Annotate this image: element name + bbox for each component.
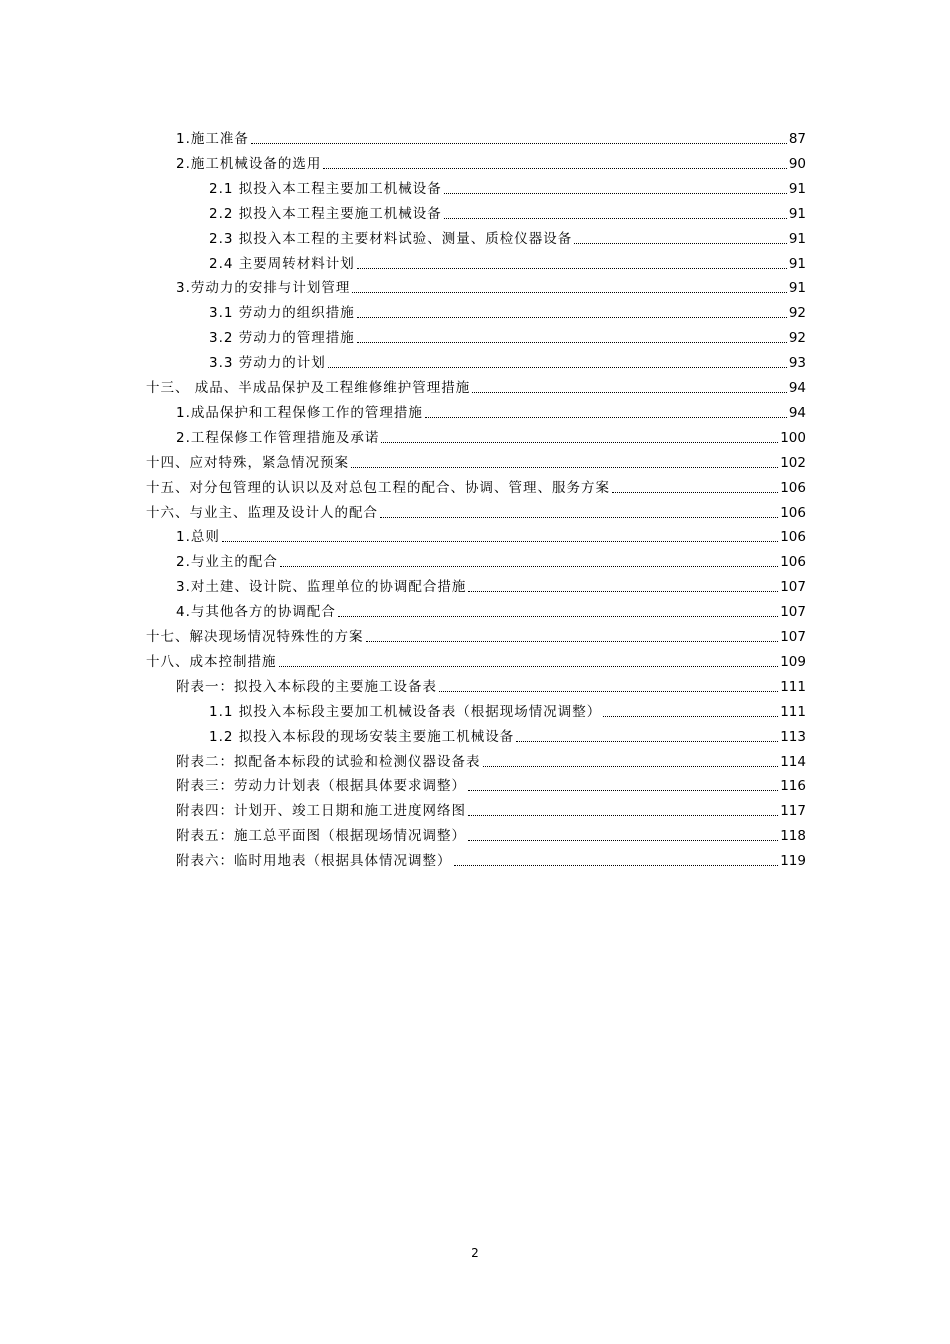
toc-entry-page: 90 <box>788 155 806 172</box>
toc-entry-title: 2.4 主要周转材料计划 <box>209 255 355 272</box>
toc-entry[interactable] <box>146 498 806 522</box>
toc-entry-page: 87 <box>788 131 806 147</box>
toc-entry-page: 116 <box>780 778 806 795</box>
toc-entry-page: 93 <box>788 355 806 372</box>
toc-dot-leader <box>380 517 778 518</box>
toc-entry-title: 3.2 劳动力的管理措施 <box>209 330 355 347</box>
toc-entry-title: 1.1 拟投入本标段主要加工机械设备表（根据现场情况调整） <box>209 703 602 720</box>
toc-dot-leader <box>251 143 787 144</box>
toc-entry-page: 119 <box>780 853 806 870</box>
toc-entry[interactable] <box>176 672 806 696</box>
toc-dot-leader <box>483 766 779 767</box>
toc-entry[interactable] <box>209 249 806 273</box>
toc-entry-title: 2.3 拟投入本工程的主要材料试验、测量、质检仪器设备 <box>209 230 573 247</box>
toc-entry-page: 106 <box>780 479 806 496</box>
toc-entry[interactable] <box>176 547 806 571</box>
toc-entry[interactable] <box>176 771 806 795</box>
toc-entry-page: 111 <box>780 678 806 695</box>
toc-dot-leader <box>222 541 778 542</box>
toc-entry-page: 106 <box>780 529 806 546</box>
toc-entry-page: 91 <box>788 280 806 297</box>
toc-entry-title: 1.2 拟投入本标段的现场安装主要施工机械设备 <box>209 728 515 745</box>
toc-entry-title: 附表二：拟配备本标段的试验和检测仪器设备表 <box>176 753 481 770</box>
toc-entry[interactable] <box>209 348 806 372</box>
toc-entry-title: 附表五：施工总平面图（根据现场情况调整） <box>176 828 466 845</box>
toc-dot-leader <box>280 566 778 567</box>
toc-dot-leader <box>574 243 787 244</box>
toc-entry-title: 2.与业主的配合 <box>176 554 278 571</box>
toc-entry-page: 106 <box>780 504 806 521</box>
toc-dot-leader <box>468 591 778 592</box>
toc-entry[interactable] <box>176 747 806 771</box>
toc-entry-page: 114 <box>780 753 806 770</box>
toc-entry[interactable] <box>176 846 806 870</box>
toc-dot-leader <box>352 292 786 293</box>
toc-entry-title: 十七、解决现场情况特殊性的方案 <box>146 629 364 645</box>
toc-entry-page: 91 <box>788 180 806 197</box>
toc-entry[interactable] <box>209 298 806 322</box>
toc-entry[interactable] <box>209 722 806 746</box>
toc-entry-title: 1.总则 <box>176 529 220 546</box>
toc-entry-page: 106 <box>780 554 806 571</box>
toc-entry-page: 91 <box>788 255 806 272</box>
toc-dot-leader <box>468 840 778 841</box>
toc-entry-page: 111 <box>780 703 806 720</box>
toc-entry-title: 十三、 成品、半成品保护及工程维修维护管理措施 <box>146 380 471 396</box>
toc-entry[interactable] <box>209 697 806 721</box>
toc-dot-leader <box>357 317 787 318</box>
toc-entry-title: 2.2 拟投入本工程主要施工机械设备 <box>209 205 442 222</box>
toc-entry-page: 113 <box>780 728 806 745</box>
toc-entry-page: 118 <box>780 828 806 845</box>
toc-entry[interactable] <box>209 224 806 248</box>
toc-entry-title: 附表四：计划开、竣工日期和施工进度网络图 <box>176 803 466 820</box>
toc-entry-title: 十五、对分包管理的认识以及对总包工程的配合、协调、管理、服务方案 <box>146 479 610 496</box>
toc-entry-title: 十六、与业主、监理及设计人的配合 <box>146 504 378 521</box>
toc-dot-leader <box>323 168 786 169</box>
toc-entry-title: 2.工程保修工作管理措施及承诺 <box>176 429 380 446</box>
toc-entry-title: 3.对土建、设计院、监理单位的协调配合措施 <box>176 579 467 596</box>
toc-entry-page: 94 <box>788 380 806 396</box>
toc-dot-leader <box>468 815 778 816</box>
toc-entry[interactable] <box>209 174 806 198</box>
toc-entry-title: 3.3 劳动力的计划 <box>209 355 326 372</box>
toc-entry-title: 1.成品保护和工程保修工作的管理措施 <box>176 404 423 421</box>
toc-entry-title: 附表一：拟投入本标段的主要施工设备表 <box>176 678 437 695</box>
toc-entry[interactable] <box>146 373 806 397</box>
toc-entry-page: 91 <box>788 205 806 222</box>
toc-entry[interactable] <box>176 796 806 820</box>
toc-entry[interactable] <box>176 522 806 546</box>
toc-entry[interactable] <box>176 124 806 148</box>
toc-dot-leader <box>472 392 787 393</box>
toc-entry-title: 3.劳动力的安排与计划管理 <box>176 280 351 297</box>
toc-dot-leader <box>454 865 779 866</box>
toc-entry[interactable] <box>176 398 806 422</box>
toc-entry[interactable] <box>176 149 806 173</box>
toc-entry-title: 2.1 拟投入本工程主要加工机械设备 <box>209 180 442 197</box>
toc-entry-page: 102 <box>780 454 806 471</box>
toc-entry-title: 附表三：劳动力计划表（根据具体要求调整） <box>176 778 466 795</box>
toc-dot-leader <box>351 467 778 468</box>
toc-entry-title: 附表六：临时用地表（根据具体情况调整） <box>176 853 452 870</box>
toc-entry[interactable] <box>209 199 806 223</box>
toc-entry[interactable] <box>209 323 806 347</box>
toc-dot-leader <box>516 741 778 742</box>
toc-dot-leader <box>603 716 778 717</box>
toc-dot-leader <box>357 342 787 343</box>
toc-entry[interactable] <box>176 821 806 845</box>
toc-entry[interactable] <box>146 448 806 472</box>
toc-entry[interactable] <box>176 423 806 447</box>
toc-entry-page: 100 <box>780 429 806 446</box>
toc-entry[interactable] <box>176 273 806 297</box>
toc-dot-leader <box>357 268 787 269</box>
toc-entry-page: 109 <box>780 653 806 670</box>
toc-entry-page: 107 <box>780 579 806 596</box>
toc-entry-title: 4.与其他各方的协调配合 <box>176 604 336 621</box>
toc-dot-leader <box>381 442 778 443</box>
toc-dot-leader <box>444 193 787 194</box>
toc-dot-leader <box>425 417 787 418</box>
toc-entry-page: 92 <box>788 330 806 347</box>
toc-entry[interactable] <box>176 572 806 596</box>
toc-dot-leader <box>612 492 778 493</box>
toc-dot-leader <box>439 691 778 692</box>
toc-entry[interactable] <box>146 647 806 671</box>
toc-entry-page: 92 <box>788 305 806 322</box>
toc-entry[interactable] <box>146 622 806 646</box>
toc-entry-title: 2.施工机械设备的选用 <box>176 155 322 172</box>
toc-entry[interactable] <box>176 597 806 621</box>
toc-entry-page: 117 <box>780 803 806 820</box>
toc-entry-title: 十四、应对特殊，紧急情况预案 <box>146 454 349 471</box>
toc-entry-page: 91 <box>788 230 806 247</box>
page-number: 2 <box>471 1246 479 1260</box>
toc-entry-page: 94 <box>788 404 806 421</box>
toc-entry-page: 107 <box>780 629 806 645</box>
toc-dot-leader <box>468 790 778 791</box>
toc-dot-leader <box>328 367 787 368</box>
toc-entry-page: 107 <box>780 604 806 621</box>
toc-dot-leader <box>444 218 787 219</box>
toc-entry[interactable] <box>146 473 806 497</box>
toc-dot-leader <box>338 616 778 617</box>
toc-dot-leader <box>279 666 779 667</box>
toc-entry-title: 1.施工准备 <box>176 131 249 147</box>
toc-entry-title: 3.1 劳动力的组织措施 <box>209 305 355 322</box>
toc-entry-title: 十八、成本控制措施 <box>146 653 277 670</box>
toc-dot-leader <box>366 641 779 642</box>
